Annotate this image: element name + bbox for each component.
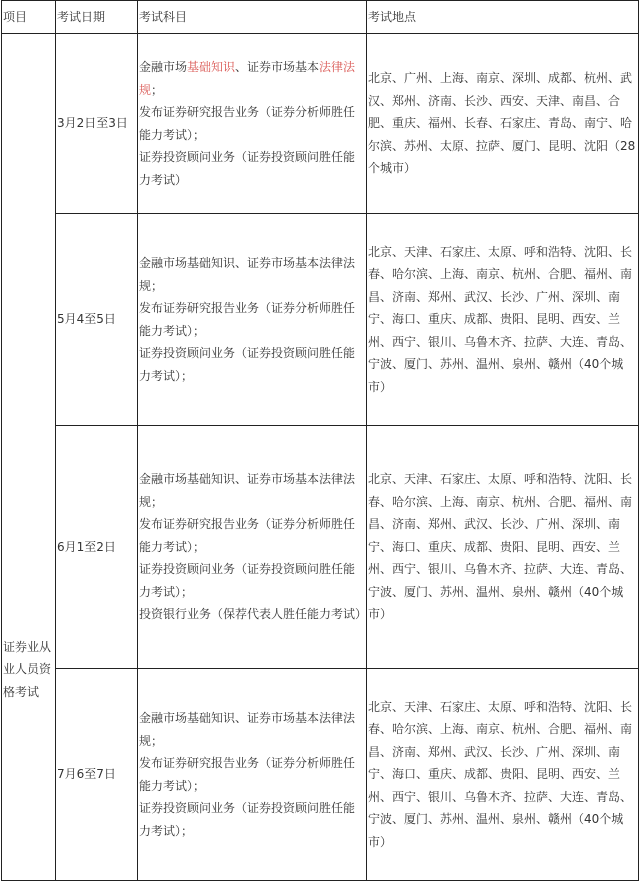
subject-line: 金融市场基础知识、证券市场基本法律法规；: [139, 256, 356, 293]
exam-subjects: [138, 669, 367, 881]
table-row: [2, 214, 639, 426]
subject-line: 金融市场基础知识、证券市场基本法律法规；: [139, 60, 356, 97]
subject-line: 投资银行业务（保荐代表人胜任能力考试）: [139, 607, 368, 622]
subject-line: 证券投资顾问业务（证券投资顾问胜任能力考试）；: [139, 801, 356, 838]
header-item: 项目: [2, 1, 56, 34]
exam-location: 北京、天津、石家庄、太原、呼和浩特、沈阳、长春、哈尔滨、上海、南京、杭州、合肥、福州、南昌、济南、郑州、武汉、长沙、广州、深圳、南宁、海口、重庆、成都、贵阳、昆明、西安、兰州、西宁、银川、乌鲁木齐、拉萨、大连、青岛、宁波、厦门、苏州、温州、泉州、赣州（40个城市）: [367, 426, 639, 669]
subject-line: 发布证券研究报告业务（证券分析师胜任能力考试）；: [139, 105, 356, 142]
project-name-cell: 证券业从业人员资格考试: [2, 34, 56, 881]
exam-date: 7月6至7日: [56, 669, 138, 881]
subject-line: 证券投资顾问业务（证券投资顾问胜任能力考试）；: [139, 562, 356, 599]
exam-date: 6月1至2日: [56, 426, 138, 669]
subject-line: 发布证券研究报告业务（证券分析师胜任能力考试）；: [139, 517, 356, 554]
table-row: [2, 34, 639, 214]
exam-location: 北京、天津、石家庄、太原、呼和浩特、沈阳、长春、哈尔滨、上海、南京、杭州、合肥、福州、南昌、济南、郑州、武汉、长沙、广州、深圳、南宁、海口、重庆、成都、贵阳、昆明、西安、兰州、西宁、银川、乌鲁木齐、拉萨、大连、青岛、宁波、厦门、苏州、温州、泉州、赣州（40个城市）: [367, 214, 639, 426]
exam-location: 北京、天津、石家庄、太原、呼和浩特、沈阳、长春、哈尔滨、上海、南京、杭州、合肥、福州、南昌、济南、郑州、武汉、长沙、广州、深圳、南宁、海口、重庆、成都、贵阳、昆明、西安、兰州、西宁、银川、乌鲁木齐、拉萨、大连、青岛、宁波、厦门、苏州、温州、泉州、赣州（40个城市）: [367, 669, 639, 881]
exam-location: 北京、广州、上海、南京、深圳、成都、杭州、武汉、郑州、济南、长沙、西安、天津、南昌、合肥、重庆、福州、长春、石家庄、青岛、南宁、哈尔滨、苏州、太原、拉萨、厦门、昆明、沈阳（28个城市）: [367, 34, 639, 214]
table-header-row: [2, 1, 639, 34]
subject-line: 证券投资顾问业务（证券投资顾问胜任能力考试）: [139, 150, 356, 187]
exam-subjects: [138, 214, 367, 426]
exam-subjects: [138, 426, 367, 669]
subject-line: 金融市场基础知识、证券市场基本法律法规；: [139, 472, 356, 509]
subject-line: 金融市场基础知识、证券市场基本法律法规；: [139, 711, 356, 748]
exam-subjects: [138, 34, 367, 214]
highlight-link[interactable]: 法律法规: [139, 60, 356, 97]
exam-date: 5月4至5日: [56, 214, 138, 426]
subject-line: 发布证券研究报告业务（证券分析师胜任能力考试）；: [139, 756, 356, 793]
exam-date: 3月2日至3日: [56, 34, 138, 214]
header-location: 考试地点: [367, 1, 639, 34]
subject-line: 发布证券研究报告业务（证券分析师胜任能力考试）；: [139, 301, 356, 338]
subject-line: 证券投资顾问业务（证券投资顾问胜任能力考试）；: [139, 346, 356, 383]
table-row: [2, 426, 639, 669]
highlight-link[interactable]: 基础知识: [187, 60, 236, 74]
table-row: [2, 669, 639, 881]
header-date: 考试日期: [56, 1, 138, 34]
header-subjects: 考试科目: [138, 1, 367, 34]
exam-schedule-table: [1, 0, 639, 881]
